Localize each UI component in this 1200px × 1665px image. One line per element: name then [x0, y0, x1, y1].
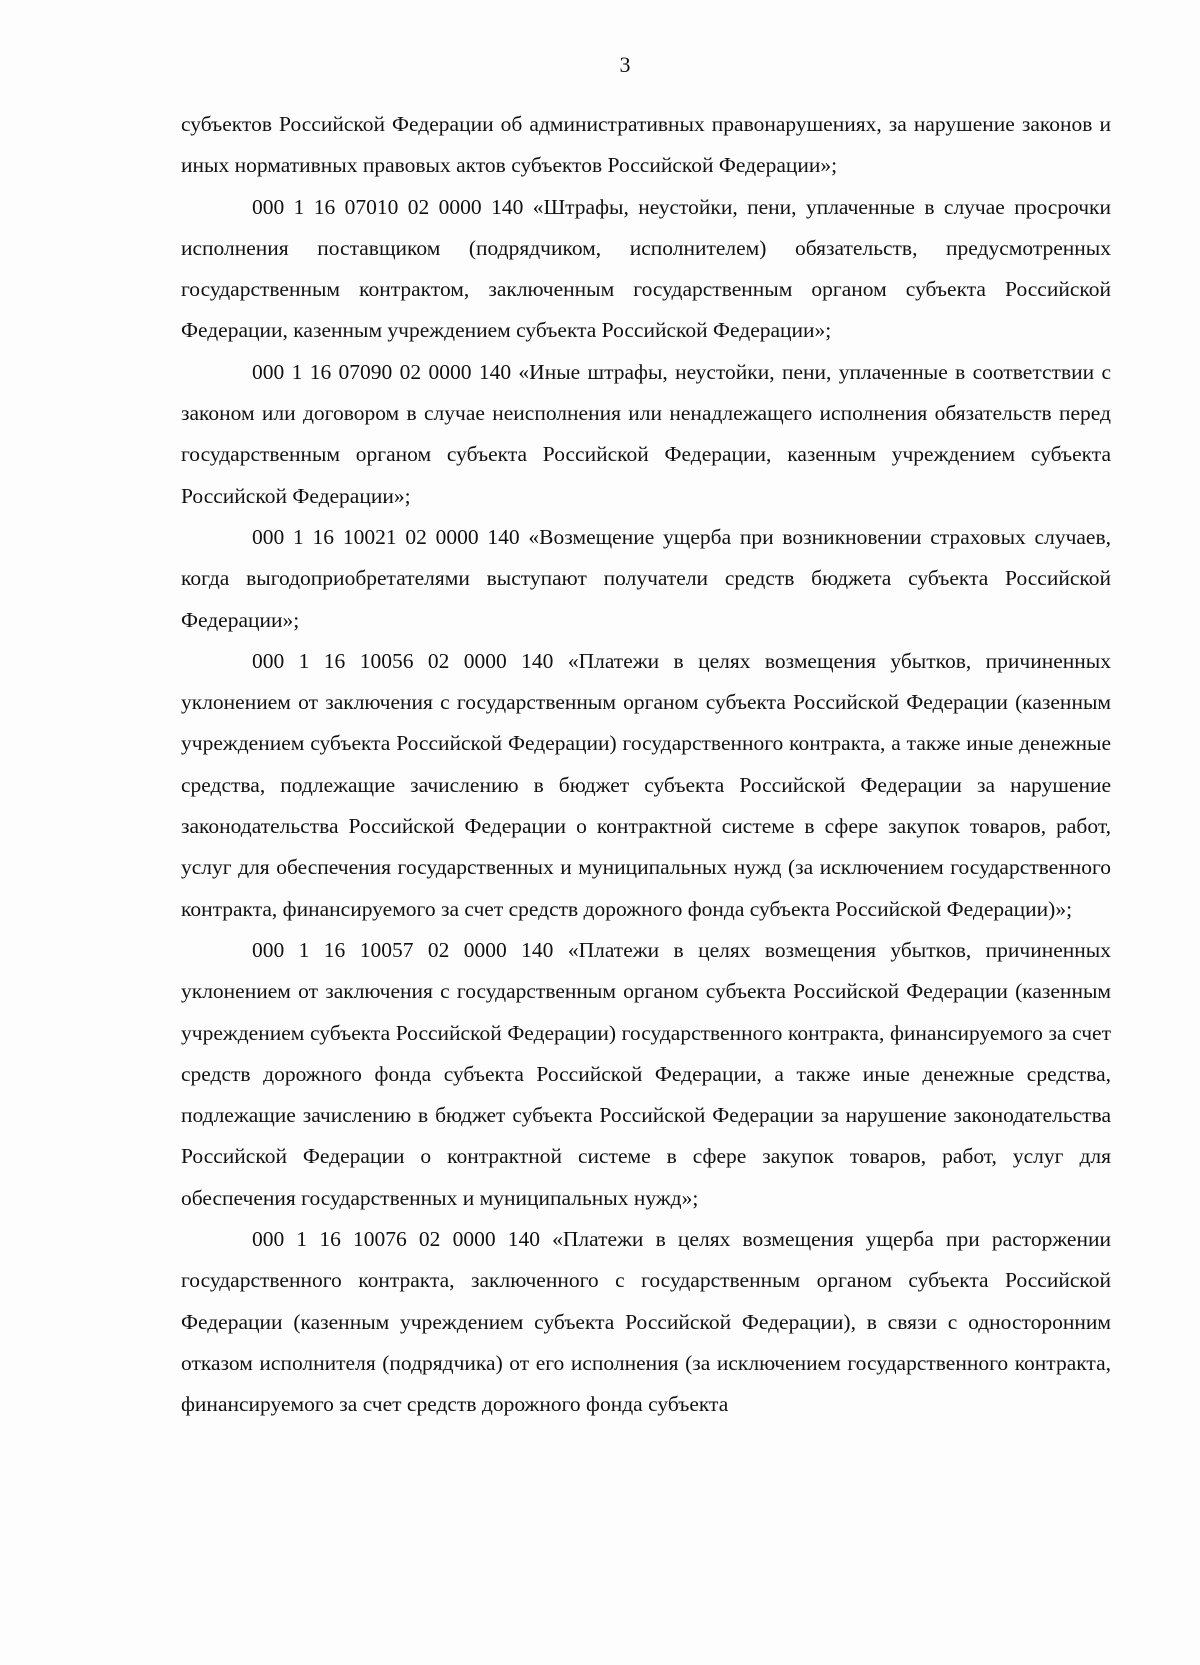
paragraph-code-10057: 000 1 16 10057 02 0000 140 «Платежи в целях возмещения убытков, причиненных уклонением от заключения с государственным органом субъекта Российской Федерации (казенным учреждением субъекта Российской Федерации) государственного контракта, финансируемого за счет средств дорожного фонда субъекта Российской Федерации, а также иные денежные средства, подлежащие зачислению в бюджет субъекта Российской Федерации за нарушение законодательства Российской Федерации о контрактной системе в сфере закупок товаров, работ, услуг для обеспечения государственных и муниципальных нужд»;	[181, 937, 1111, 1210]
paragraph-continuation: субъектов Российской Федерации об административных правонарушениях, за нарушение законов и иных нормативных правовых актов субъектов Российской Федерации»;	[181, 112, 1111, 178]
paragraph-code-07090: 000 1 16 07090 02 0000 140 «Иные штрафы, неустойки, пени, уплаченные в соответствии с законом или договором в случае неисполнения или ненадлежащего исполнения обязательств перед государственным органом субъекта Российской Федерации, казенным учреждением субъекта Российской Федерации»;	[181, 359, 1111, 508]
document-body	[181, 104, 1111, 1426]
page-number: 3	[619, 52, 631, 77]
paragraph-code-10021: 000 1 16 10021 02 0000 140 «Возмещение ущерба при возникновении страховых случаев, когда выгодоприобретателями выступают получатели средств бюджета субъекта Российской Федерации»;	[181, 524, 1111, 632]
paragraph-code-10076: 000 1 16 10076 02 0000 140 «Платежи в целях возмещения ущерба при расторжении государственного контракта, заключенного с государственным органом субъекта Российской Федерации (казенным учреждением субъекта Российской Федерации), в связи с односторонним отказом исполнителя (подрядчика) от его исполнения (за исключением государственного контракта, финансируемого за счет средств дорожного фонда субъекта	[181, 1227, 1111, 1417]
paragraph-code-10056: 000 1 16 10056 02 0000 140 «Платежи в целях возмещения убытков, причиненных уклонением от заключения с государственным органом субъекта Российской Федерации (казенным учреждением субъекта Российской Федерации) государственного контракта, а также иные денежные средства, подлежащие зачислению в бюджет субъекта Российской Федерации за нарушение законодательства Российской Федерации о контрактной системе в сфере закупок товаров, работ, услуг для обеспечения государственных и муниципальных нужд (за исключением государственного контракта, финансируемого за счет средств дорожного фонда субъекта Российской Федерации)»;	[181, 648, 1111, 921]
paragraph-code-07010: 000 1 16 07010 02 0000 140 «Штрафы, неустойки, пени, уплаченные в случае просрочки исполнения поставщиком (подрядчиком, исполнителем) обязательств, предусмотренных государственным контрактом, заключенным государственным органом субъекта Российской Федерации, казенным учреждением субъекта Российской Федерации»;	[181, 194, 1111, 343]
